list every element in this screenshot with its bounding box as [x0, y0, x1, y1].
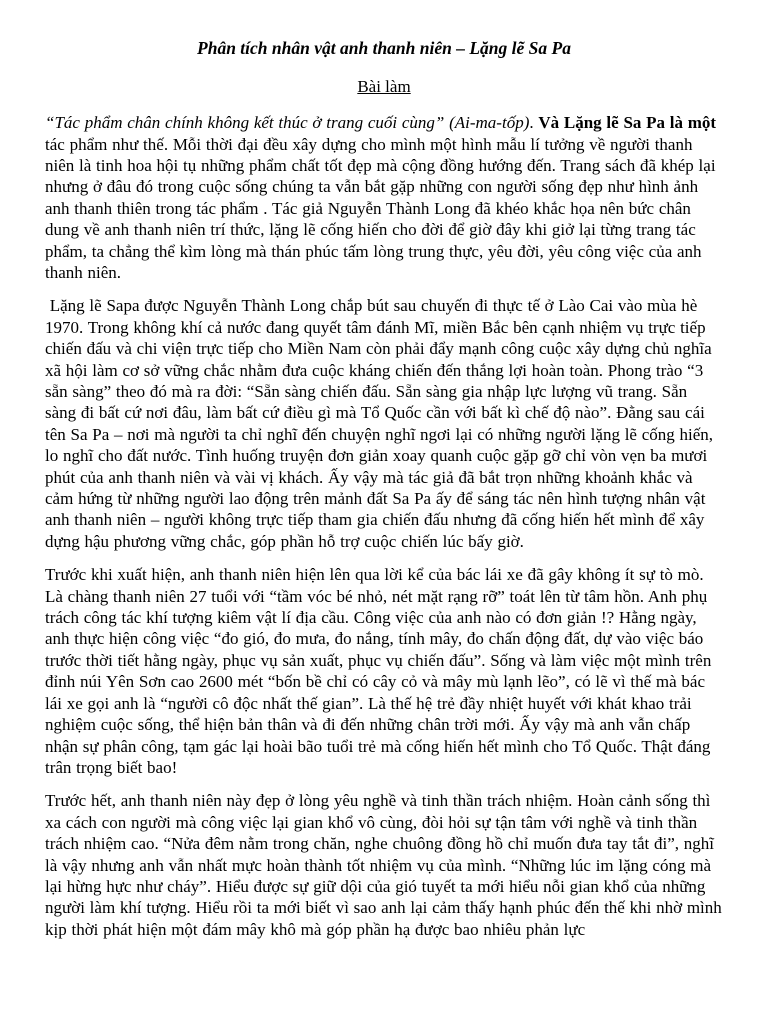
- paragraph: [45, 790, 727, 940]
- paragraph: [45, 112, 723, 283]
- section-heading: Bài làm: [357, 76, 411, 96]
- text-segment: “Tác phẩm chân chính không kết thúc ở trang cuối cùng” (Ai-ma-tốp): [45, 113, 530, 133]
- text-segment: .: [529, 113, 539, 133]
- paragraph: [45, 295, 723, 552]
- document-body: [45, 112, 727, 940]
- text-segment: Và Lặng lẽ Sa Pa là một: [538, 113, 717, 133]
- paragraph: [45, 564, 723, 778]
- text-segment: Trước khi xuất hiện, anh thanh niên hiện lên qua lời kể của bác lái xe đã gây không ít sự tò mò. Là chàng thanh niên 27 tuổi với “tầm vóc bé nhỏ, nét mặt rạng rỡ” toát lên từ tâm hồn. Anh phụ trách công tác khí tượng kiêm vật lí địa cầu. Công việc của anh nào có đơn giản !? Hằng ngày, anh thực hiện công việc “đo gió, đo mưa, đo nắng, tính mây, đo chấn động đất, dự vào việc báo trước thời tiết hằng ngày, phục vụ sản xuất, phục vụ chiến đấu”. Sống và làm việc một mình trên đỉnh núi Yên Sơn cao 2600 mét “bốn bề chỉ có cây cỏ và mây mù lạnh lẽo”, có lẽ vì thế mà bác lái xe gọi anh là “người cô độc nhất thế gian”. Là thế hệ trẻ đầy nhiệt huyết với khát khao trải nghiệm cuộc sống, thể hiện bản thân và đi đến những chân trời mới. Ấy vậy mà anh vẫn chấp nhận sự phân công, tạm gác lại hoài bão tuổi trẻ mà cống hiến hết mình cho Tổ Quốc. Thật đáng trân trọng biết bao!: [45, 565, 717, 777]
- text-segment: Lặng lẽ Sapa được Nguyễn Thành Long chắp bút sau chuyến đi thực tế ở Lào Cai vào mùa hè 1970. Trong không khí cả nước đang quyết tâm đánh Mĩ, miền Bắc bên cạnh nhiệm vụ trực tiếp chiến đấu và chi viện trực tiếp cho Miền Nam còn phải đẩy mạnh công cuộc xây dựng chủ nghĩa xã hội làm cơ sở vững chắc nhằm đưa cuộc kháng chiến đến thắng lợi hoàn toàn. Phong trào “3 sẵn sàng” theo đó mà ra đời: “Sẵn sàng chiến đấu. Sẵn sàng gia nhập lực lượng vũ trang. Sẵn sàng đi bất cứ nơi đâu, làm bất cứ điều gì mà Tổ Quốc cần với bất kì chế độ nào”. Đằng sau cái tên Sa Pa – nơi mà người ta chỉ nghĩ đến chuyện nghĩ ngơi lại có những người lặng lẽ cống hiến, lo nghĩ cho đất nước. Tình huống truyện đơn giản xoay quanh cuộc gặp gỡ chỉ vòn vẹn ba mươi phút của anh thanh niên và vài vị khách. Ấy vậy mà tác giả đã bắt trọn những khoảnh khắc và cảm hứng từ những người lao động trên mảnh đất Sa Pa ấy để sáng tác nên hình tượng nhân vật anh thanh niên – người không trực tiếp tham gia chiến đấu nhưng đã cống hiến hết mình để xây dựng hậu phương vững chắc, góp phần hỗ trợ cuộc chiến lúc bấy giờ.: [45, 296, 718, 551]
- page-title: Phân tích nhân vật anh thanh niên – Lặng lẽ Sa Pa: [197, 38, 571, 58]
- text-segment: Trước hết, anh thanh niên này đẹp ở lòng yêu nghề và tinh thần trách nhiệm. Hoàn cảnh sống thì xa cách con người mà công việc lại gian khổ vô cùng, đòi hỏi sự tận tâm với nghề và tinh thần trách nhiệm cao. “Nửa đêm nằm trong chăn, nghe chuông đồng hồ chỉ muốn đưa tay tắt đi”, nghĩ là vậy nhưng anh vẫn nhất mực hoàn thành tốt nhiệm vụ của mình. “Những lúc im lặng cóng mà lại hừng hực như cháy”. Hiểu được sự giữ dội của gió tuyết ta mới hiểu nỗi gian khổ của những người làm khí tượng. Hiểu rồi ta mới biết vì sao anh lại cảm thấy hạnh phúc đến thế khi nhờ mình kịp thời phát hiện một đám mây khô mà góp phần hạ được bao nhiêu phản lực: [45, 791, 727, 939]
- text-segment: tác phẩm như thế. Mỗi thời đại đều xây dựng cho mình một hình mẫu lí tưởng về người thanh niên là tinh hoa hội tụ những phẩm chất tốt đẹp mà cộng đồng hướng đến. Trang sách đã khép lại nhưng ở đâu đó trong cuộc sống chúng ta vẫn bắt gặp những con người sống đẹp như hình ảnh anh thanh thiên trong tác phẩm . Tác giả Nguyễn Thành Long đã khéo khắc họa nên bức chân dung về anh thanh niên trí thức, lặng lẽ cống hiến cho đời để giờ đây khi giở lại từng trang tác phẩm, ta chẳng thể kìm lòng mà thán phúc tấm lòng trung thực, yêu đời, yêu công việc của anh thanh niên.: [45, 113, 721, 282]
